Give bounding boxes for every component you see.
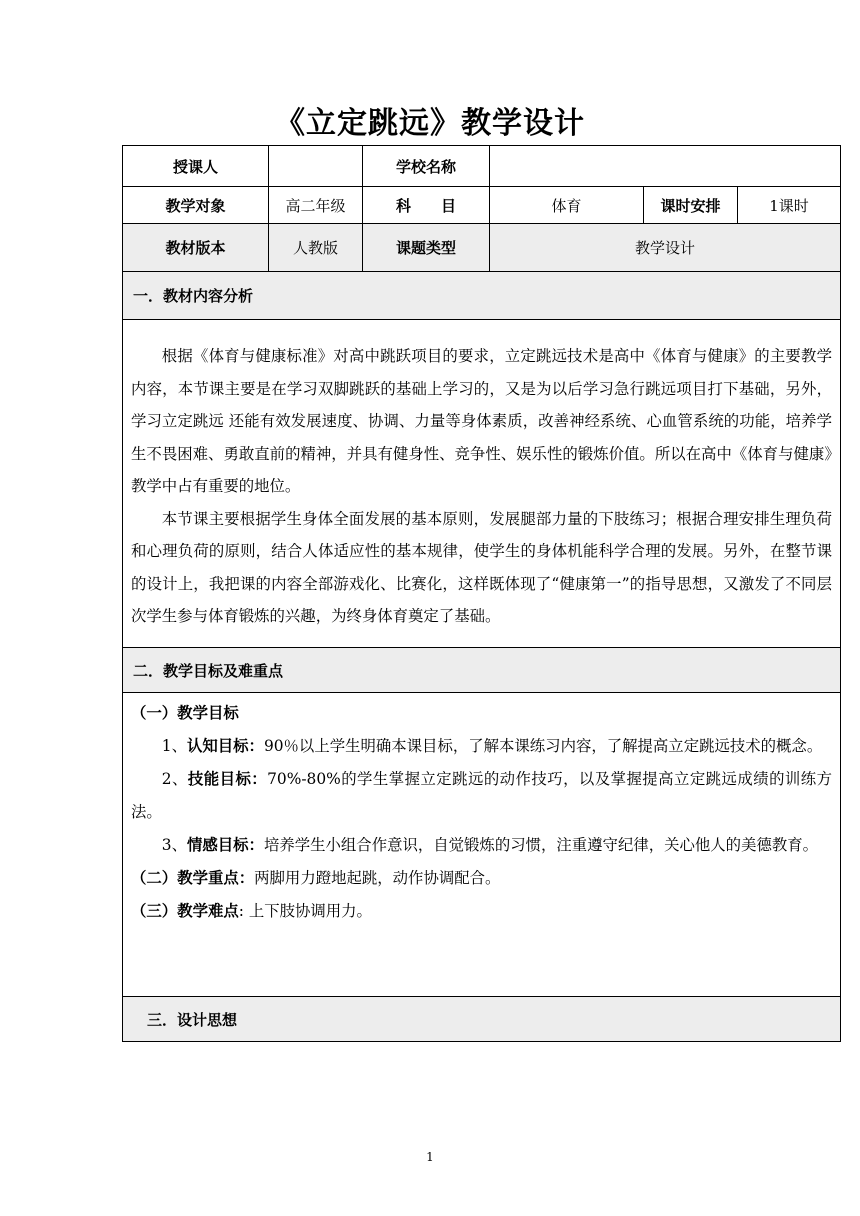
subject-label: 科 目 bbox=[363, 187, 490, 224]
schedule-label: 课时安排 bbox=[644, 187, 738, 224]
section1-content bbox=[123, 320, 841, 648]
target-label: 教学对象 bbox=[123, 187, 269, 224]
edition-label: 教材版本 bbox=[123, 224, 269, 272]
type-label: 课题类型 bbox=[363, 224, 490, 272]
section-heading-row bbox=[123, 648, 841, 693]
lesson-plan-table-wrapper bbox=[122, 145, 840, 1042]
subject-value: 体育 bbox=[490, 187, 644, 224]
goals-subheading: （一）教学目标 bbox=[131, 704, 239, 722]
table-row-target bbox=[123, 187, 841, 224]
type-value: 教学设计 bbox=[490, 224, 841, 272]
section-heading-row bbox=[123, 272, 841, 320]
teacher-label: 授课人 bbox=[123, 146, 269, 187]
section3-heading: 三．设计思想 bbox=[123, 997, 841, 1042]
table-row-edition bbox=[123, 224, 841, 272]
page-number: 1 bbox=[426, 1150, 434, 1164]
school-label: 学校名称 bbox=[363, 146, 490, 187]
section2-content bbox=[123, 693, 841, 997]
section-heading-row bbox=[123, 997, 841, 1042]
edition-value: 人教版 bbox=[269, 224, 363, 272]
goal-item-1: 1、认知目标：90％以上学生明确本课目标，了解本课练习内容，了解提高立定跳远技术的概念。 bbox=[161, 737, 823, 755]
section1-content-row bbox=[123, 320, 841, 648]
goal-item-3: 3、情感目标：培养学生小组合作意识，自觉锻炼的习惯，注重遵守纪律，关心他人的美德教育。 bbox=[161, 836, 819, 854]
difficulty-point: （三）教学难点: 上下肢协调用力。 bbox=[131, 902, 372, 920]
goal-item-2: 2、技能目标：70%-80%的学生掌握立定跳远的动作技巧，以及掌握提高立定跳远成绩的训练方法。 bbox=[131, 770, 833, 821]
section1-heading: 一．教材内容分析 bbox=[123, 272, 841, 320]
section2-content-row bbox=[123, 693, 841, 997]
section2-heading: 二．教学目标及难重点 bbox=[123, 648, 841, 693]
key-point: （二）教学重点：两脚用力蹬地起跳，动作协调配合。 bbox=[131, 869, 501, 887]
schedule-value: 1课时 bbox=[738, 187, 841, 224]
school-value bbox=[490, 146, 841, 187]
section1-paragraph-1: 根据《体育与健康标准》对高中跳跃项目的要求，立定跳远技术是高中《体育与健康》的主要教学内容，本节课主要是在学习双脚跳跃的基础上学习的，又是为以后学习急行跳远项目打下基础，另外，学习立定跳远 还能有效发展速度、协调、力量等身体素质，改善神经系统、心血管系统的功能，培养学生不畏困难、勇敢直前的精神，并具有健身性、竞争性、娱乐性的锻炼价值。所以在高中《体育与健康》教学中占有重要的地位。 bbox=[131, 347, 833, 495]
target-value: 高二年级 bbox=[269, 187, 363, 224]
section1-paragraph-2: 本节课主要根据学生身体全面发展的基本原则，发展腿部力量的下肢练习；根据合理安排生理负荷和心理负荷的原则，结合人体适应性的基本规律，使学生的身体机能科学合理的发展。另外，在整节课的设计上，我把课的内容全部游戏化、比赛化，这样既体现了“健康第一”的指导思想，又激发了不同层次学生参与体育锻炼的兴趣，为终身体育奠定了基础。 bbox=[131, 509, 833, 625]
table-row-teacher bbox=[123, 146, 841, 187]
lesson-plan-table bbox=[122, 145, 841, 1042]
document-title: 《立定跳远》教学设计 bbox=[275, 106, 585, 141]
teacher-value bbox=[269, 146, 363, 187]
